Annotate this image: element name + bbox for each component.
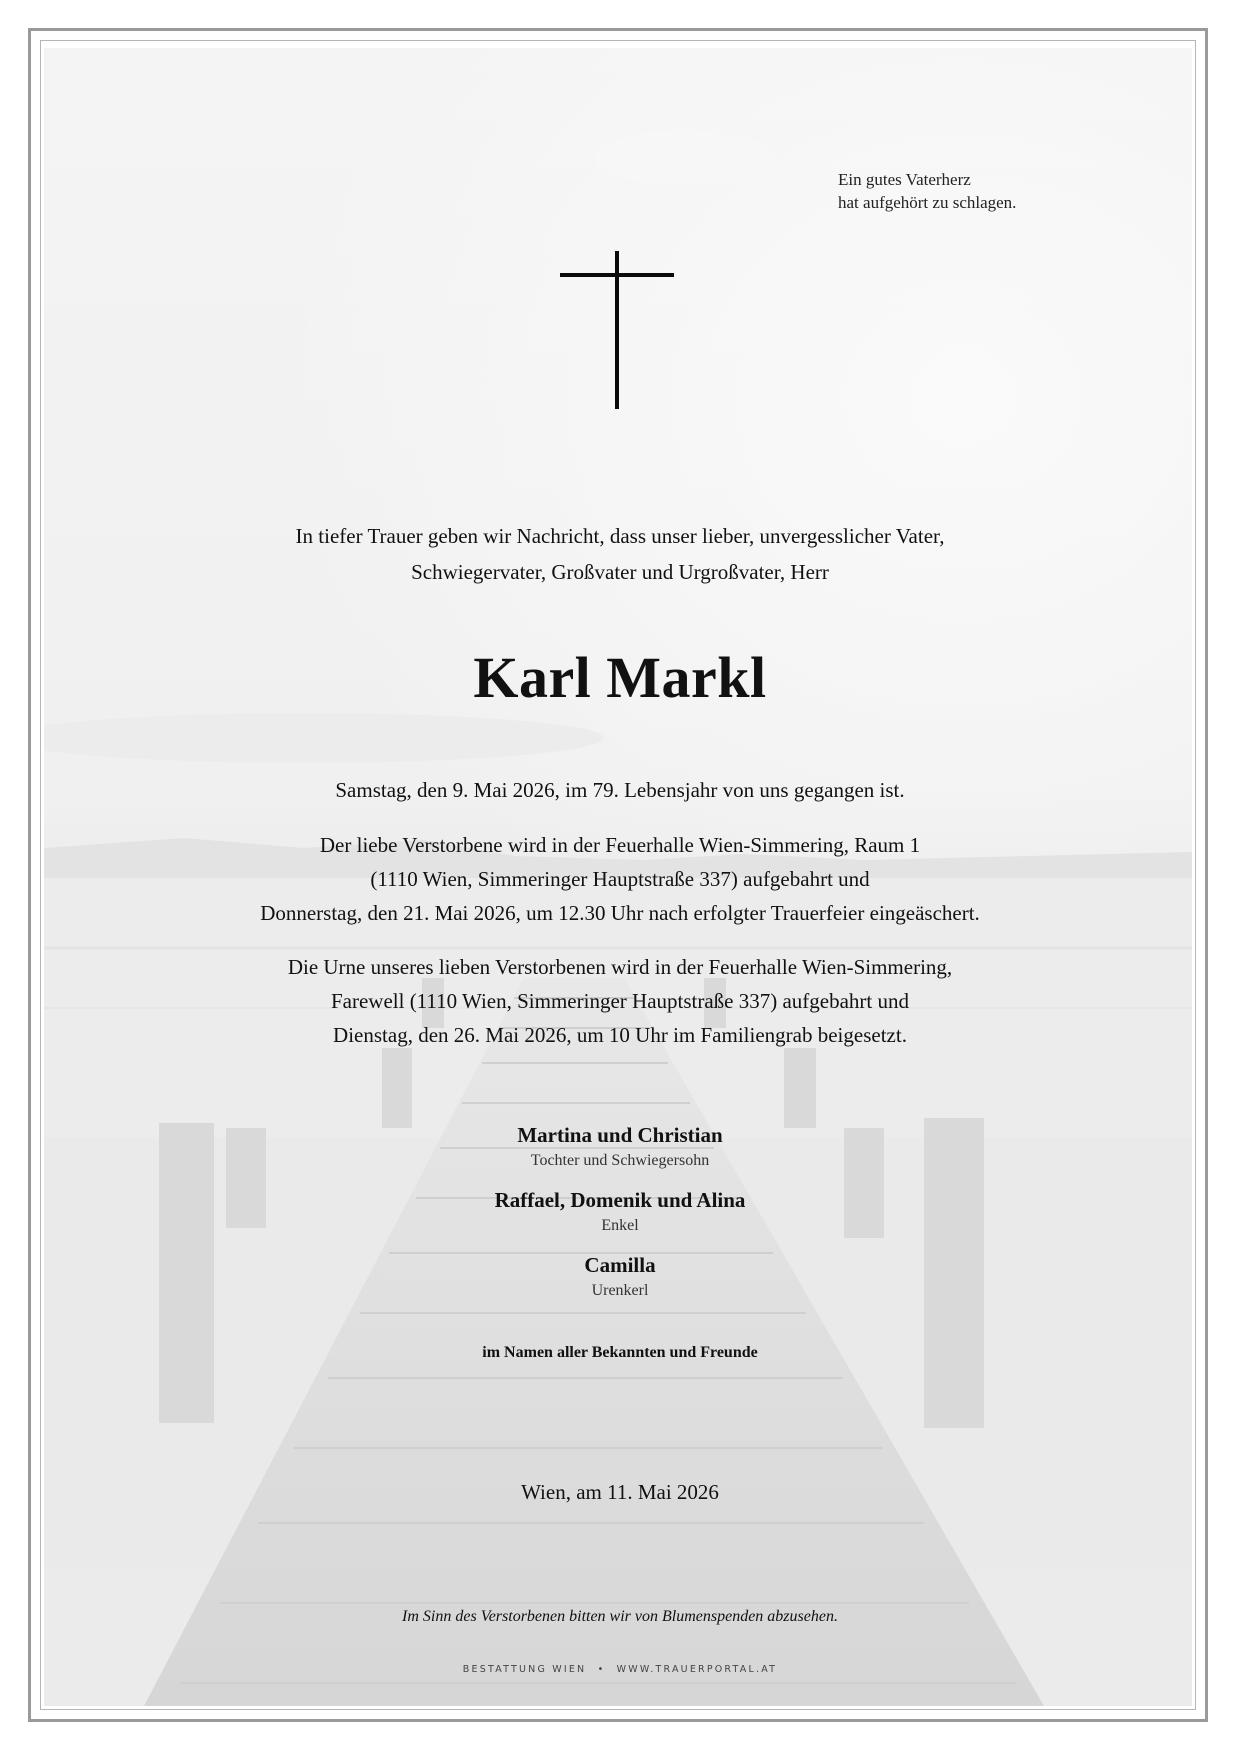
motto-line-2: hat aufgehört zu schlagen. bbox=[838, 193, 1017, 212]
motto-line-1: Ein gutes Vaterherz bbox=[838, 170, 971, 189]
motto-verse bbox=[838, 168, 1016, 214]
mourner-relation: Enkel bbox=[601, 1217, 639, 1234]
mourners-list bbox=[0, 1120, 1240, 1315]
ceremony-line-1: Der liebe Verstorbene wird in der Feuerhalle Wien-Simmering, Raum 1 bbox=[319, 833, 921, 857]
intro-text bbox=[0, 518, 1240, 590]
mourner-entry bbox=[0, 1120, 1240, 1172]
intro-line-2: Schwiegervater, Großvater und Urgroßvater, Herr bbox=[411, 560, 829, 584]
intro-line-1: In tiefer Trauer geben wir Nachricht, dass unser lieber, unvergesslicher Vater, bbox=[295, 524, 945, 548]
urn-line-2: Farewell (1110 Wien, Simmeringer Hauptstraße 337) aufgebahrt und bbox=[330, 989, 910, 1013]
ceremony-line-3: Donnerstag, den 21. Mai 2026, um 12.30 Uhr nach erfolgter Trauerfeier eingeäschert. bbox=[260, 901, 980, 925]
mourner-name: Martina und Christian bbox=[517, 1123, 723, 1147]
mourner-relation: Tochter und Schwiegersohn bbox=[530, 1152, 710, 1169]
footer bbox=[0, 1664, 1240, 1675]
death-notice: Samstag, den 9. Mai 2026, im 79. Lebensjahr von uns gegangen ist. bbox=[335, 778, 905, 802]
ceremony-details bbox=[0, 828, 1240, 930]
mourner-entry bbox=[0, 1185, 1240, 1237]
mourner-name: Camilla bbox=[584, 1253, 656, 1277]
urn-line-1: Die Urne unseres lieben Verstorbenen wird in der Feuerhalle Wien-Simmering, bbox=[287, 955, 953, 979]
cross-icon bbox=[560, 251, 674, 409]
footer-company: BESTATTUNG WIEN bbox=[462, 1664, 587, 1675]
mourner-relation: Urenkerl bbox=[591, 1282, 649, 1299]
urn-details bbox=[0, 950, 1240, 1052]
ceremony-line-2: (1110 Wien, Simmeringer Hauptstraße 337) aufgebahrt und bbox=[370, 867, 870, 891]
footer-website: WWW.TRAUERPORTAL.AT bbox=[616, 1664, 778, 1675]
mourner-entry bbox=[0, 1250, 1240, 1302]
mourner-name: Raffael, Domenik und Alina bbox=[494, 1188, 746, 1212]
footer-separator: • bbox=[597, 1664, 606, 1675]
deceased-name: Karl Markl bbox=[473, 645, 767, 710]
closing-line: im Namen aller Bekannten und Freunde bbox=[482, 1344, 758, 1361]
place-and-date: Wien, am 11. Mai 2026 bbox=[521, 1480, 719, 1504]
urn-line-3: Dienstag, den 26. Mai 2026, um 10 Uhr im Familiengrab beigesetzt. bbox=[333, 1023, 907, 1047]
flowers-note: Im Sinn des Verstorbenen bitten wir von Blumenspenden abzusehen. bbox=[402, 1608, 838, 1625]
